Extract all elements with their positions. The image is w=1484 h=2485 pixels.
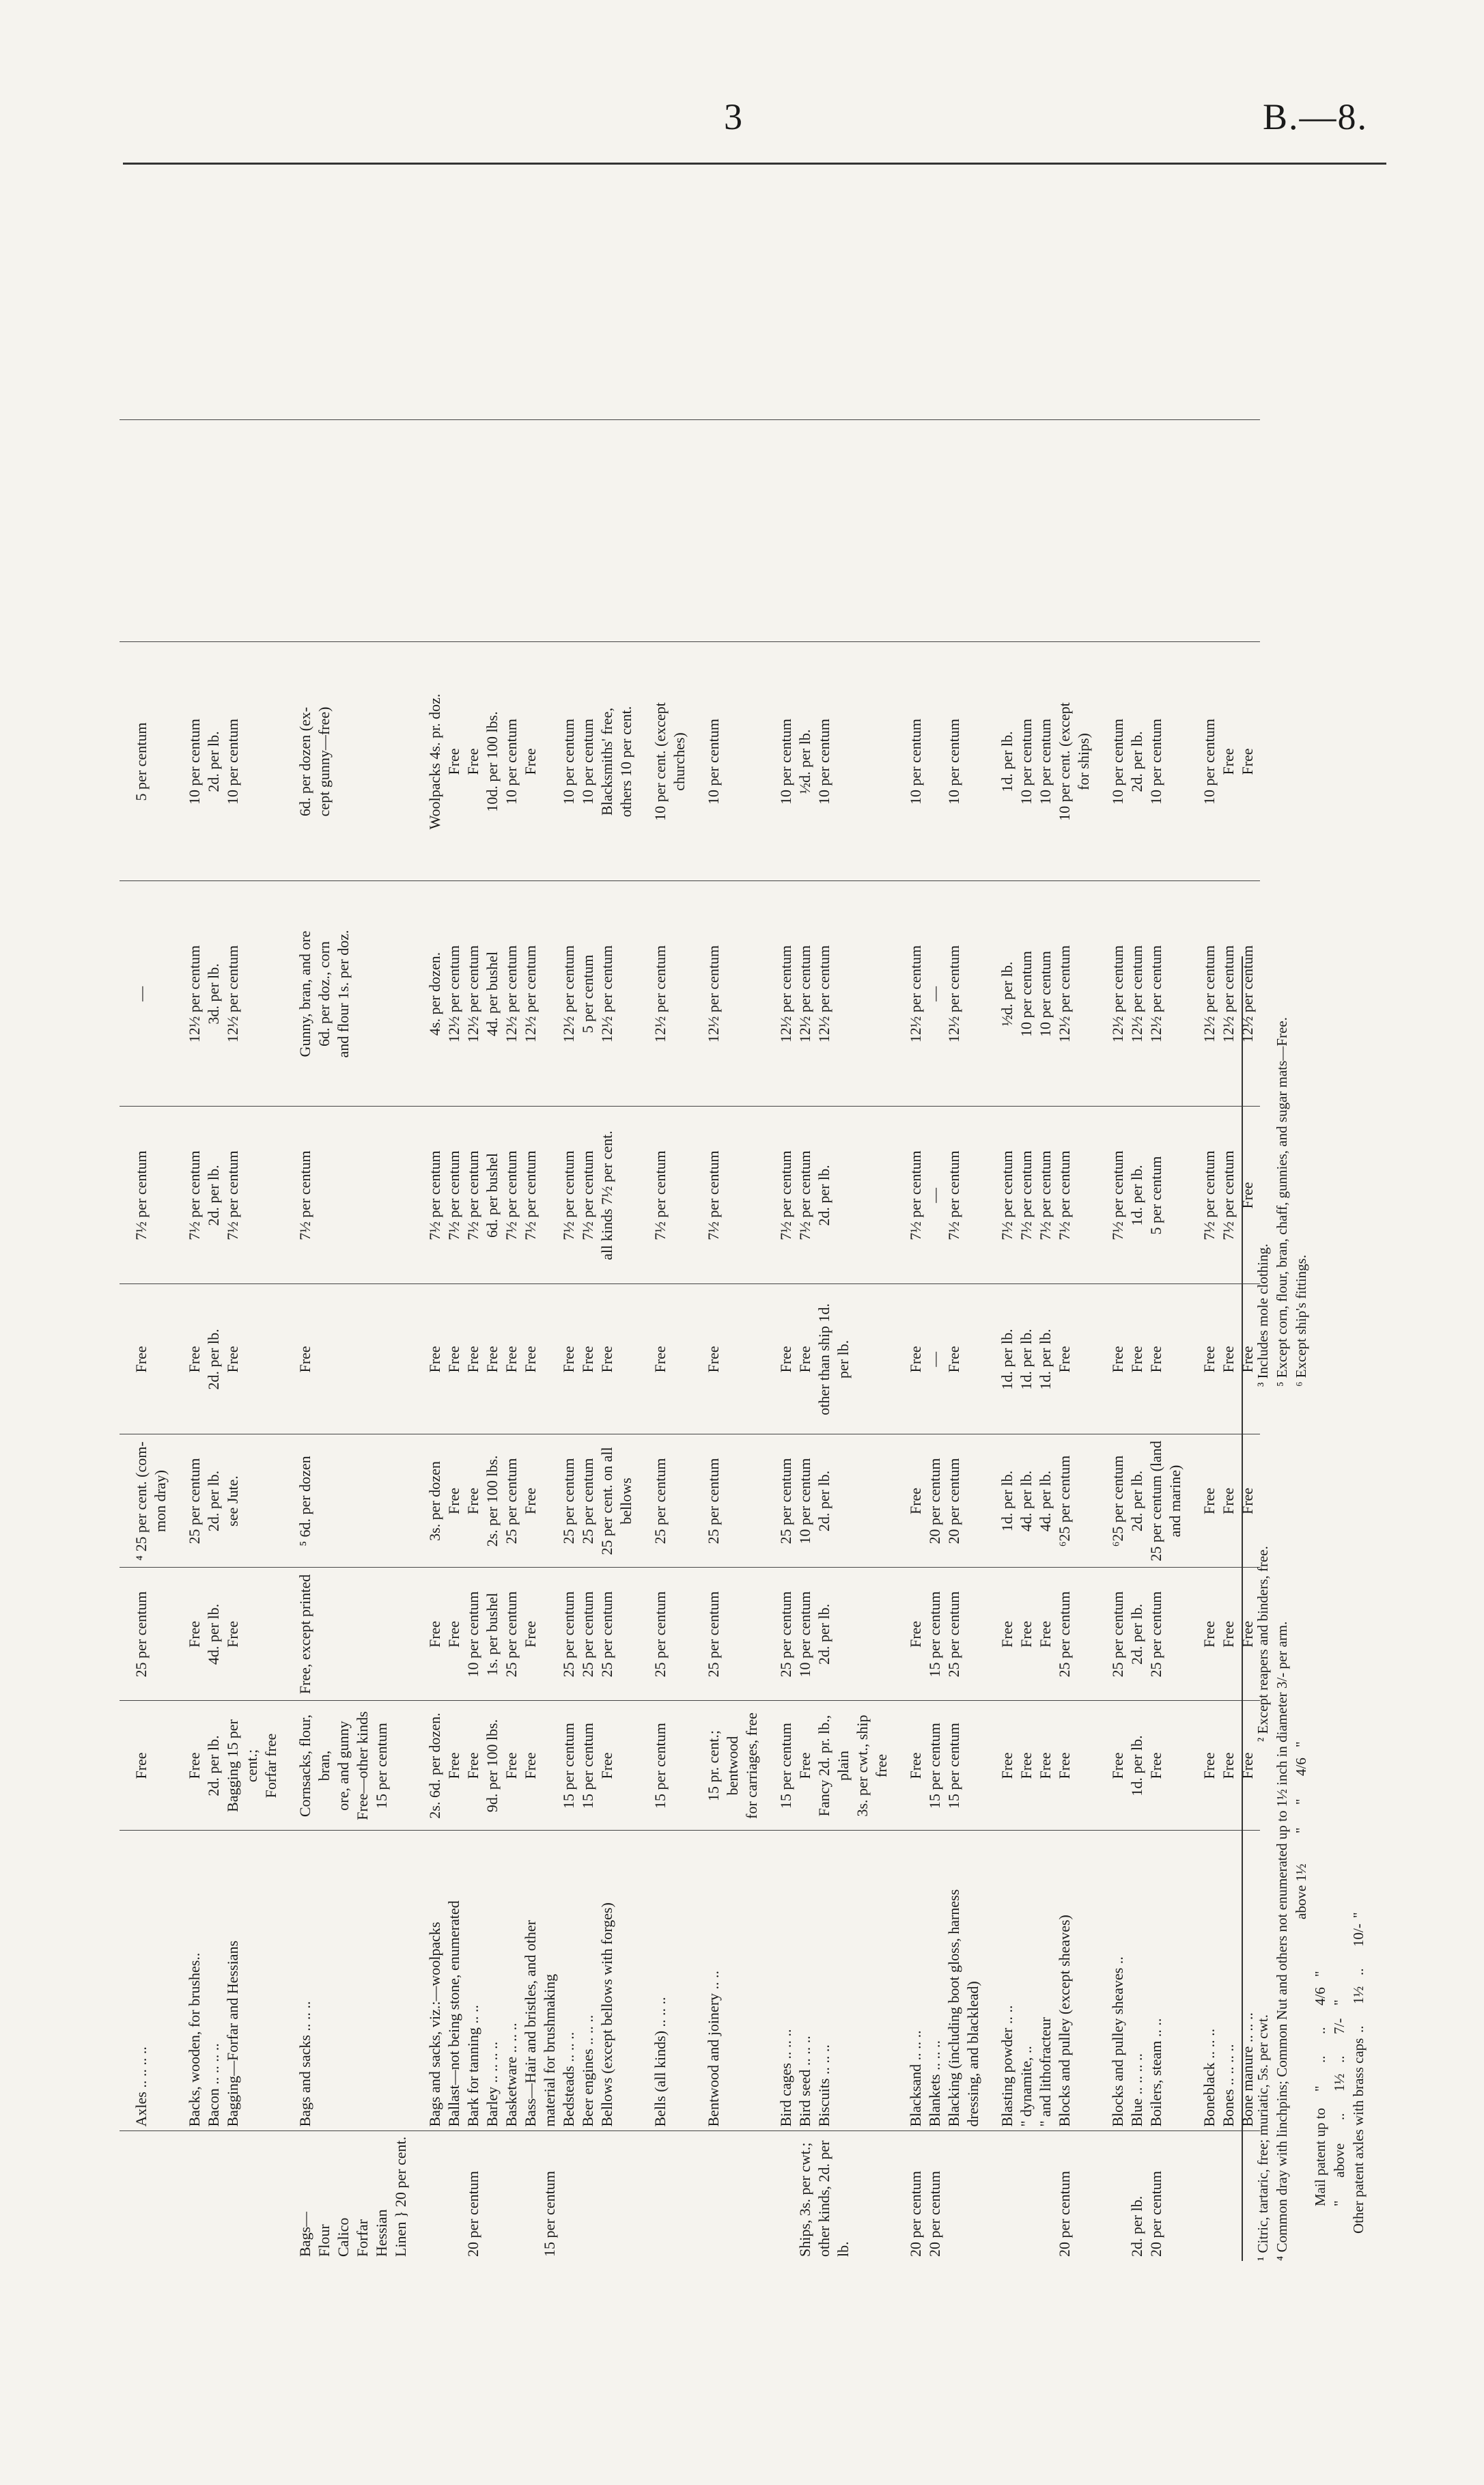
duty-cell: 12½ per centum (639, 881, 692, 1107)
duty-cell: 10 per centum ½d. per lb. 10 per centum (764, 642, 894, 881)
table-row (692, 184, 764, 2261)
duty-cell: 1d. per lb. 10 per centum 10 per centum 10 per cent. (except for ships) (985, 642, 1096, 881)
table-row (639, 184, 692, 2261)
footnote-4-line-3: Mail patent up to " .. .. 4/6 " (1312, 1971, 1328, 2206)
duty-cell: 2s. 6d. per dozen. Free Free 9d. per 100 lbs. Free Free 15 per centum 15 per centum Free (413, 1701, 639, 1831)
spacer-cell (639, 184, 692, 420)
duty-cell: Free 2d. per lb. Bagging 15 per cent.; Forfar free (173, 1701, 283, 1831)
duty-cell: Free 15 per centum 15 per centum (894, 1701, 985, 1831)
footnote-4-line-4: " above .. 1½ .. 7/- " (1331, 1999, 1347, 2206)
article-cell: Blacksand .. .. .. Blankets .. .. .. Blacking (including boot gloss, harness dressing, and blacklead) (894, 1831, 985, 2131)
article-cell: Boneblack .. .. .. Bones .. .. .. .. Bone manure .. .. .. (1188, 1831, 1260, 2131)
duty-cell: Free 2d. per lb. Free (173, 1284, 283, 1434)
duty-cell: Free, except printed (283, 1568, 413, 1701)
footnote-1: ¹ Citric, tartaric, free; muriatic, 5s. per cwt. (1255, 2014, 1271, 2261)
duty-cell: 15 per centum Free Fancy 2d. pr. lb., plain 3s. per cwt., ship free (764, 1701, 894, 1831)
duty-cell: Free Free Free (1188, 1568, 1260, 1701)
duty-cell: 7½ per centum (120, 1107, 173, 1284)
table-row (1188, 184, 1260, 2261)
duty-cell: 12½ per centum — 12½ per centum (894, 881, 985, 1107)
duty-cell: 1d. per lb. 1d. per lb. 1d. per lb. Free (985, 1284, 1096, 1434)
article-cell: Bentwood and joinery .. .. (692, 1831, 764, 2131)
classification-cell: 20 per centum 20 per centum (907, 2171, 943, 2257)
duty-cell: 7½ per centum 7½ per centum 2d. per lb. (764, 1107, 894, 1284)
duty-cell: Free Free 10 per centum 1s. per bushel 25 per centum Free 25 per centum 25 per centum 25 per centum (413, 1568, 639, 1701)
duty-cell: 7½ per centum 2d. per lb. 7½ per centum (173, 1107, 283, 1284)
duty-cell: 25 per centum (692, 1434, 764, 1568)
duty-cell: 25 per centum 10 per centum 2d. per lb. (764, 1434, 894, 1568)
table-row (894, 184, 985, 2261)
duty-cell: 3s. per dozen Free Free 2s. per 100 lbs. 25 per centum Free 25 per centum 25 per centum 25 per cent. on all bellows (413, 1434, 639, 1568)
table-row (1096, 184, 1188, 2261)
duty-cell: 10 per centum (692, 642, 764, 881)
duty-cell: Free Free Free Free (985, 1701, 1096, 1831)
article-cell: Bells (all kinds) .. .. .. (639, 1831, 692, 2131)
duty-cell: 7½ per centum 7½ per centum Free (1188, 1107, 1260, 1284)
spacer-cell (639, 420, 692, 642)
duty-cell: ½d. per lb. 10 per centum 10 per centum 12½ per centum (985, 881, 1096, 1107)
article-cell: Backs, wooden, for brushes.. Bacon .. .. .. .. Bagging—Forfar and Hessians (173, 1831, 283, 2131)
duty-cell: Free 20 per centum 20 per centum (894, 1434, 985, 1568)
article-cell: Blocks and pulley sheaves .. Blue .. .. .. .. Boilers, steam .. .. (1096, 1831, 1188, 2131)
spacer-cell (1096, 420, 1188, 642)
classification-cell: 20 per centum 15 per centum (464, 2171, 558, 2257)
duty-cell: 7½ per centum — 7½ per centum (894, 1107, 985, 1284)
spacer-cell (1096, 184, 1188, 420)
classification-cell (692, 2131, 764, 2261)
footnote-4-line-2: above 1½ " " 4/6 " (1293, 1741, 1309, 1919)
footnote-2: ² Except reapers and binders, free. (1255, 1546, 1271, 1742)
spacer-cell (173, 184, 283, 420)
spacer-cell (173, 420, 283, 642)
duty-cell: Free 15 per centum 25 per centum (894, 1568, 985, 1701)
duty-cell: 7½ per centum 7½ per centum 7½ per centum 6d. per bushel 7½ per centum 7½ per centum 7½ per centum 7½ per centum all kinds 7½ per cent. (413, 1107, 639, 1284)
footnote-5: ⁵ Except corn, flour, bran, chaff, gunnies, and sugar mats—Free. (1274, 1017, 1290, 1387)
footnotes (1253, 963, 1431, 2261)
classification-cell (173, 2131, 283, 2261)
duty-cell: 25 per centum (639, 1568, 692, 1701)
spacer-cell (692, 184, 764, 420)
duty-cell: Gunny, bran, and ore 6d. per doz., corn and flour 1s. per doz. (283, 881, 413, 1107)
article-cell: Bags and sacks, viz.:—woolpacks Ballast—not being stone, enumerated Bark for tanning .. .. Barley .. .. .. .. Basketware .. .. .. Bass—Hair and bristles, and other material for brushmaking Bedsteads .. .. .. Beer engines .. .. .. Bellows (except bellows with forges) (413, 1831, 639, 2131)
duty-cell: 25 per centum (639, 1434, 692, 1568)
duty-cell: 7½ per centum (639, 1107, 692, 1284)
classification-cell (120, 2131, 173, 2261)
duty-cell: Free (692, 1284, 764, 1434)
footnote-6: ⁶ Except ship's fittings. (1293, 1254, 1309, 1387)
duty-cell: Free Free Free (1188, 1434, 1260, 1568)
duty-cell: Free Free Free 25 per centum (985, 1568, 1096, 1701)
spacer-cell (120, 184, 173, 420)
page-number: 3 (724, 96, 744, 137)
duty-cell: Free (120, 1284, 173, 1434)
duty-cell: 6d. per dozen (ex- cept gunny—free) (283, 642, 413, 881)
article-cell: Bags and sacks .. .. .. (283, 1831, 413, 2131)
spacer-cell (413, 420, 639, 642)
classification-cell: Ships, 3s. per cwt.; other kinds, 2d. per lb. (796, 2140, 852, 2257)
duty-cell: Cornsacks, flour, bran, ore, and gunny Free—other kinds 15 per centum (283, 1701, 413, 1831)
spacer-cell (894, 420, 985, 642)
duty-cell: 7½ per centum 7½ per centum 7½ per centum 7½ per centum (985, 1107, 1096, 1284)
duty-cell: 12½ per centum (692, 881, 764, 1107)
article-cell: Axles .. .. .. .. (120, 1831, 173, 2131)
footnote-4: ⁴ Common dray with linchpins; Common Nut and others not enumerated up to 1½ inch in diameter 3/- per arm. (1274, 1621, 1290, 2261)
duty-cell: Woolpacks 4s. pr. doz. Free Free 10d. per 100 lbs. 10 per centum Free 10 per centum 10 per centum Blacksmiths' free, others 10 per cent. (413, 642, 639, 881)
duty-cell: 10 per cent. (except churches) (639, 642, 692, 881)
duty-cell: 7½ per centum (692, 1107, 764, 1284)
spacer-cell (985, 420, 1096, 642)
duty-cell: 25 per centum 10 per centum 2d. per lb. (764, 1568, 894, 1701)
table-row (120, 184, 173, 2261)
duty-cell: 25 per centum 2d. per lb. 25 per centum (1096, 1568, 1188, 1701)
table-row (764, 184, 894, 2261)
duty-cell: Free 4d. per lb. Free (173, 1568, 283, 1701)
duty-cell: 12½ per centum 12½ per centum 12½ per centum (764, 881, 894, 1107)
duty-cell: ⁵ 6d. per dozen (283, 1434, 413, 1568)
duty-cell: Free (639, 1284, 692, 1434)
duty-cell: 10 per centum 10 per centum (894, 642, 985, 881)
classification-cell (1188, 2131, 1260, 2261)
article-cell: Blasting powder .. .. " dynamite, .. " and lithofracteur Blocks and pulley (except sheaves) (985, 1831, 1096, 2131)
duty-cell: 12½ per centum 12½ per centum 12½ per centum (1188, 881, 1260, 1107)
duty-cell: 15 per centum (639, 1701, 692, 1831)
footnote-3: ³ Includes mole clothing. (1255, 1243, 1271, 1387)
duty-cell: 25 per centum 2d. per lb. see Jute. (173, 1434, 283, 1568)
table-row (283, 184, 413, 2261)
duty-cell: 12½ per centum 3d. per lb. 12½ per centum (173, 881, 283, 1107)
tariff-table-body (120, 184, 1260, 2261)
duty-cell: 10 per centum Free Free (1188, 642, 1260, 881)
duty-cell: — (120, 881, 173, 1107)
duty-cell: 7½ per centum 1d. per lb. 5 per centum (1096, 1107, 1188, 1284)
table-row (985, 184, 1096, 2261)
duty-cell: Free Free Free (1096, 1284, 1188, 1434)
footnote-rule (1242, 956, 1243, 2261)
duty-cell: 7½ per centum (283, 1107, 413, 1284)
spacer-cell (120, 420, 173, 642)
tariff-table (120, 184, 1256, 2261)
spacer-cell (1188, 420, 1260, 642)
duty-cell: 12½ per centum 12½ per centum 12½ per centum (1096, 881, 1188, 1107)
classification-cell: 20 per centum (1056, 2171, 1073, 2257)
spacer-cell (413, 184, 639, 420)
duty-cell: ⁶25 per centum 2d. per lb. 25 per centum (land and marine) (1096, 1434, 1188, 1568)
duty-cell: Free Free Free (1188, 1284, 1260, 1434)
duty-cell: 4s. per dozen. 12½ per centum 12½ per centum 4d. per bushel 12½ per centum 12½ per centum 12½ per centum 5 per centum 12½ per centum (413, 881, 639, 1107)
duty-cell: 10 per centum 2d. per lb. 10 per centum (1096, 642, 1188, 881)
duty-cell: 25 per centum (692, 1568, 764, 1701)
duty-cell: Free (283, 1284, 413, 1434)
spacer-cell (1188, 184, 1260, 420)
duty-cell: 10 per centum 2d. per lb. 10 per centum (173, 642, 283, 881)
classification-cell (639, 2131, 692, 2261)
duty-cell: Free Free Free Free Free Free Free Free Free (413, 1284, 639, 1434)
duty-cell: 1d. per lb. 4d. per lb. 4d. per lb. ⁶25 per centum (985, 1434, 1096, 1568)
duty-cell: 25 per centum (120, 1568, 173, 1701)
duty-cell: Free (120, 1701, 173, 1831)
duty-cell: ⁴ 25 per cent. (com- mon dray) (120, 1434, 173, 1568)
duty-cell: Free 1d. per lb. Free (1096, 1701, 1188, 1831)
spacer-cell (894, 184, 985, 420)
classification-cell: 2d. per lb. 20 per centum (1128, 2171, 1164, 2257)
duty-cell: Free Free Free (1188, 1701, 1260, 1831)
header-rule (123, 163, 1386, 165)
footnote-4-line-5: Other patent axles with brass caps .. 1½ .. 10/- " (1350, 1912, 1367, 2234)
spacer-cell (283, 184, 413, 420)
duty-cell: 5 per centum (120, 642, 173, 881)
duty-cell: Free — Free (894, 1284, 985, 1434)
spacer-cell (283, 420, 413, 642)
spacer-cell (764, 184, 894, 420)
spacer-cell (985, 184, 1096, 420)
document-reference: B.—8. (1262, 96, 1368, 137)
spacer-cell (764, 420, 894, 642)
table-row (413, 184, 639, 2261)
classification-cell: Bags— Flour Calico Forfar Hessian Linen } 20 per cent. (296, 2136, 409, 2257)
article-cell: Bird cages .. .. .. Bird seed .. .. .. Biscuits .. .. .. (764, 1831, 894, 2131)
duty-cell: 15 pr. cent.; bentwood for carriages, free (692, 1701, 764, 1831)
table-row (173, 184, 283, 2261)
spacer-cell (692, 420, 764, 642)
duty-cell: Free Free other than ship 1d. per lb. (764, 1284, 894, 1434)
